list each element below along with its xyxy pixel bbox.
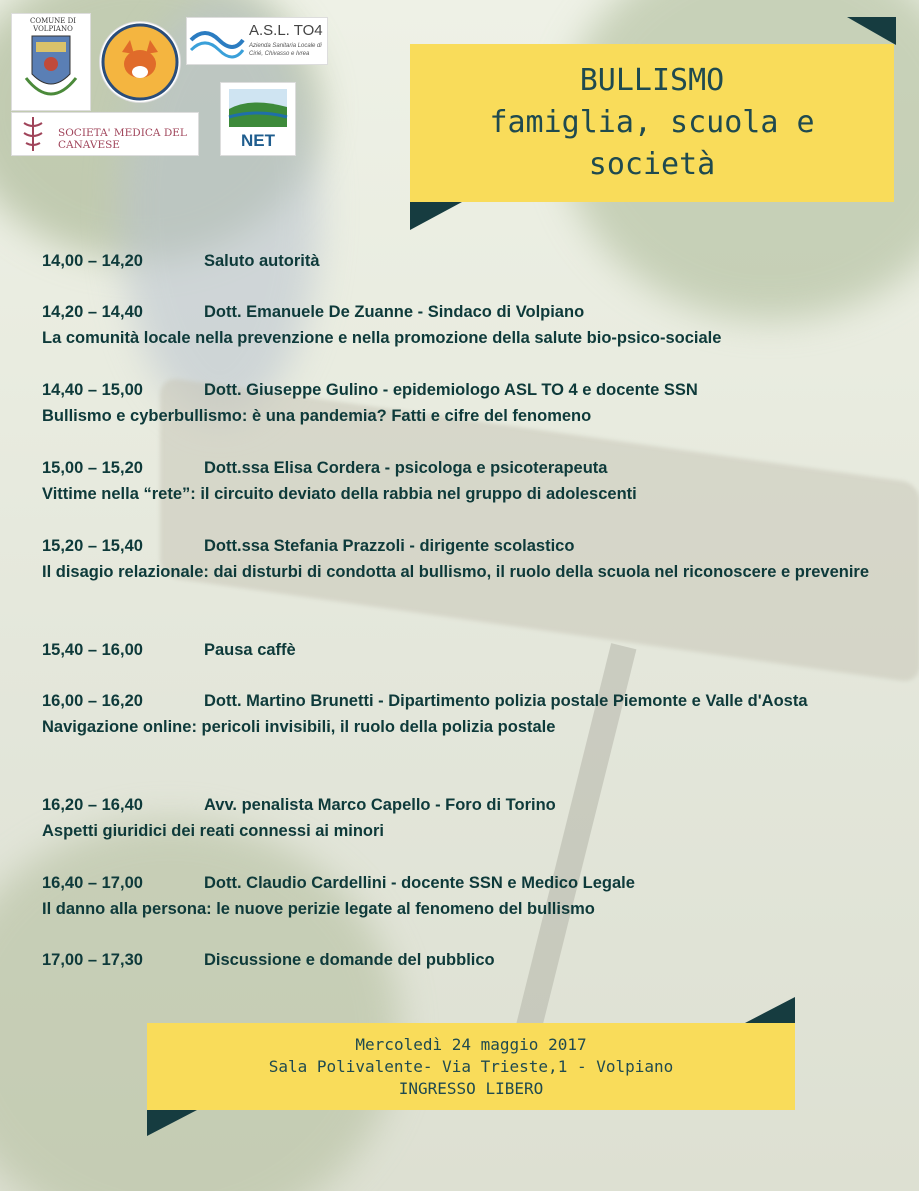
entry-speaker: Dott.ssa Stefania Prazzoli - dirigente scolastico [204,537,575,555]
entry-time: 16,20 – 16,40 [42,796,143,814]
entry-topic: Bullismo e cyberbullismo: è una pandemia? Fatti e cifre del fenomeno [42,407,592,425]
entry-speaker: Avv. penalista Marco Capello - Foro di Torino [204,796,556,814]
comune-volpiano-logo [12,14,90,110]
program-entry [42,870,902,922]
program-entry [42,533,902,585]
waves-icon [187,18,245,64]
title-subtitle-1: famiglia, scuola e [489,105,815,140]
entry-time: 14,40 – 15,00 [42,381,143,399]
net-logo [221,83,295,155]
title-main: BULLISMO [579,63,725,98]
societa-label: SOCIETA' MEDICA DEL CANAVESE [58,127,187,151]
title-corner-bottom [410,202,462,230]
asl-name: A.S.L. TO4 [249,22,323,39]
societa-medica-logo [12,113,198,155]
entry-time: 15,40 – 16,00 [42,641,143,659]
entry-time: 16,00 – 16,20 [42,692,143,710]
entry-speaker: Dott. Martino Brunetti - Dipartimento polizia postale Piemonte e Valle d'Aosta [204,692,808,710]
title-subtitle-2: società [588,147,716,182]
entry-topic: Aspetti giuridici dei reati connessi ai minori [42,822,384,840]
footer-corner-top [745,997,795,1023]
program-entry [42,455,902,507]
entry-speaker: Discussione e domande del pubblico [204,951,495,969]
program-entry [42,688,902,740]
asl-to4-logo [187,18,327,64]
program-entry [42,947,902,973]
entry-topic: Vittime nella “rete”: il circuito deviato della rabbia nel gruppo di adolescenti [42,485,637,503]
entry-speaker: Dott.ssa Elisa Cordera - psicologa e psicoterapeuta [204,459,608,477]
program-entry [42,377,902,429]
caduceus-icon [16,113,50,155]
program-entry [42,792,902,844]
net-label: NET [241,131,275,150]
entry-topic: Navigazione online: pericoli invisibili, il ruolo della polizia postale [42,718,556,736]
title-banner [410,44,894,202]
entry-speaker: Dott. Claudio Cardellini - docente SSN e Medico Legale [204,874,635,892]
title-corner-top [847,17,896,45]
entry-time: 14,20 – 14,40 [42,303,143,321]
entry-time: 16,40 – 17,00 [42,874,143,892]
entry-speaker: Dott. Giuseppe Gulino - epidemiologo ASL TO 4 e docente SSN [204,381,698,399]
landscape-icon [221,83,295,135]
event-venue: Sala Polivalente- Via Trieste,1 - Volpiano [268,1056,674,1076]
asl-subtitle: Azienda Sanitaria Locale di Cirié, Chivasso e Ivrea [249,43,322,57]
entry-time: 15,20 – 15,40 [42,537,143,555]
entry-speaker: Pausa caffè [204,641,296,659]
entry-topic: Il disagio relazionale: dai disturbi di condotta al bullismo, il ruolo della scuola nel riconoscere e prevenire [42,563,870,581]
event-date: Mercoledì 24 maggio 2017 [355,1034,587,1054]
comune-label: COMUNE DI VOLPIANO [30,17,76,33]
entry-topic: La comunità locale nella prevenzione e nella promozione della salute bio-psico-sociale [42,329,722,347]
entry-topic: Il danno alla persona: le nuove perizie legate al fenomeno del bullismo [42,900,595,918]
footer-corner-bottom [147,1110,197,1136]
program-entry [42,248,902,274]
istituto-logo [100,22,180,102]
istituto-label [100,22,101,23]
entry-time: 15,00 – 15,20 [42,459,143,477]
entry-speaker: Dott. Emanuele De Zuanne - Sindaco di Volpiano [204,303,585,321]
fox-icon [100,22,180,102]
footer-banner [147,1023,795,1110]
program-entry [42,637,902,663]
entry-time: 17,00 – 17,30 [42,951,143,969]
program-entry [42,299,902,351]
entry-time: 14,00 – 14,20 [42,252,143,270]
entry-speaker: Saluto autorità [204,252,320,270]
event-entry: INGRESSO LIBERO [398,1078,544,1098]
